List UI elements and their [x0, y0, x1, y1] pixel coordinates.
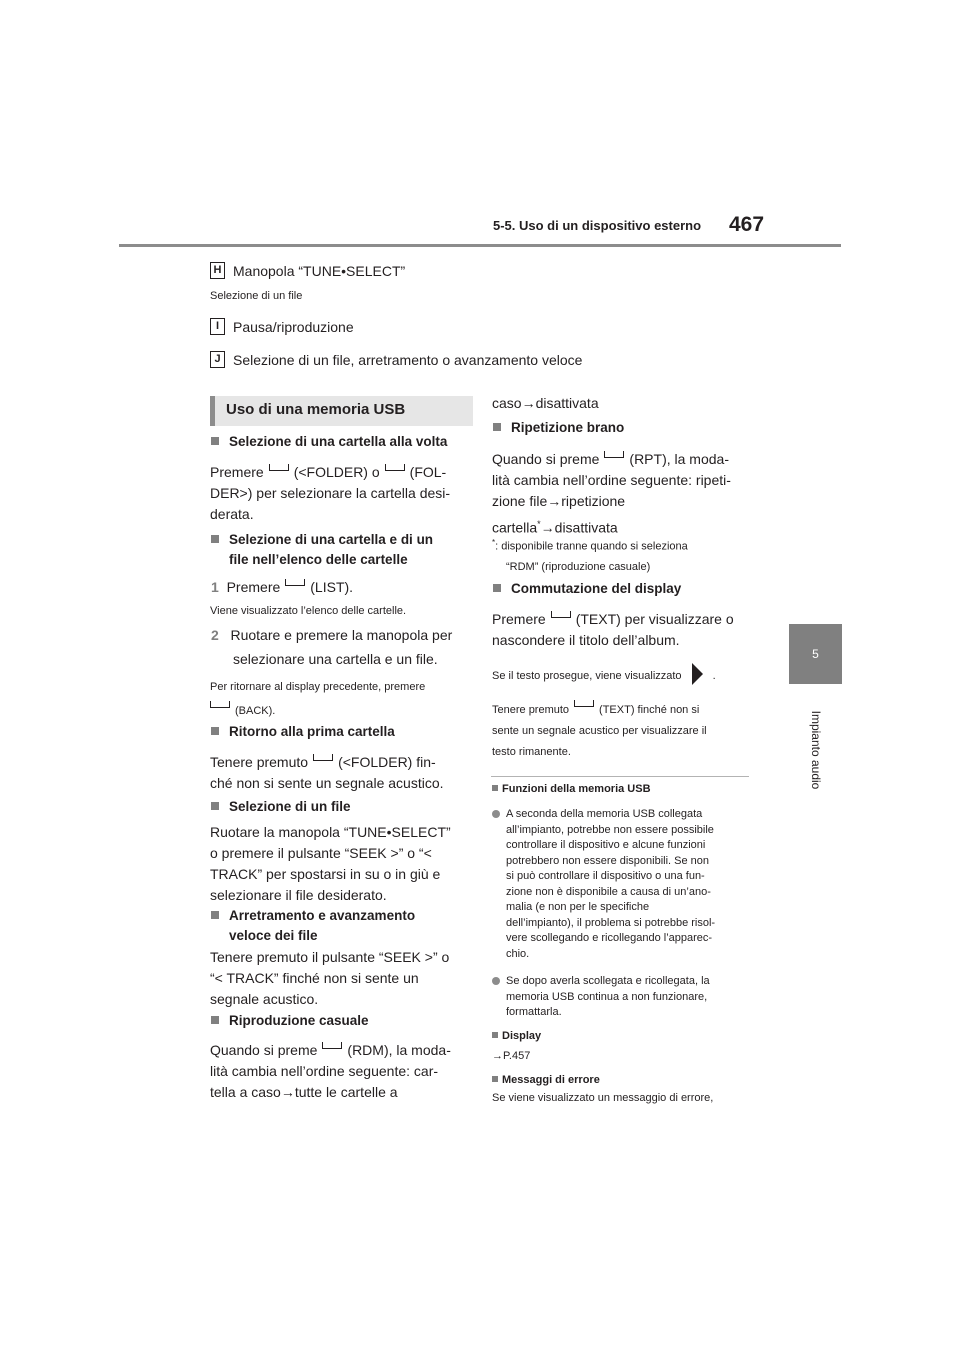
- button-icon: [210, 701, 230, 708]
- line: potrebbero non essere disponibili. Se non: [506, 854, 710, 867]
- heading-usb-functions: [492, 783, 651, 795]
- line: derata.: [210, 506, 254, 522]
- text: Quando si preme: [210, 1042, 318, 1058]
- step-2: [211, 625, 452, 670]
- text: (<FOLDER) fin-: [338, 754, 436, 770]
- line: [211, 625, 452, 646]
- note-back: [210, 675, 425, 723]
- step-number: 2: [211, 627, 219, 643]
- page-reference[interactable]: →P.457: [492, 1050, 531, 1062]
- line: [211, 906, 415, 926]
- line: dell’impianto), il problema si potrebbe risol-: [506, 916, 716, 929]
- heading-text: Ritorno alla prima cartella: [229, 724, 395, 739]
- line: segnale acustico.: [210, 991, 319, 1007]
- line: DER>) per selezionare la cartella desi-: [210, 485, 451, 501]
- text: Ruotare e premere la manopola per: [230, 627, 453, 643]
- round-bullet-icon: [492, 810, 500, 818]
- text: (TEXT) per visualizzare o: [575, 611, 734, 627]
- note-list: Viene visualizzato l’elenco delle cartelle.: [210, 605, 407, 617]
- line: zione non è disponibile a causa di un’ano-: [506, 885, 711, 898]
- line: si può controllare il dispositivo o una fun-: [506, 870, 705, 882]
- footnote-mark: *: [537, 519, 541, 529]
- line: Tenere premuto il pulsante “SEEK >” o: [210, 949, 450, 965]
- square-bullet-icon: [493, 584, 501, 592]
- line: controllare il dispositivo e alcune funzioni: [506, 839, 706, 851]
- page-number: 467: [729, 213, 765, 236]
- notes-divider: [491, 776, 749, 777]
- heading-random: [211, 1013, 369, 1028]
- note-text-hold: [492, 700, 707, 763]
- bullet-text: [506, 807, 756, 962]
- step-1: [211, 577, 353, 598]
- square-bullet-icon: [493, 423, 501, 431]
- text: (LIST).: [310, 579, 354, 595]
- heading-errors: [492, 1074, 600, 1086]
- line: “< TRACK” finché non si sente un: [210, 970, 419, 986]
- para-folder-step: [210, 462, 472, 525]
- line: vere scollegando e ricollegando l’apparec-: [506, 932, 713, 944]
- heading-display: [493, 581, 681, 596]
- note-continue: [492, 663, 716, 685]
- line: TRACK” per spostarsi in su o in giù e: [210, 866, 441, 882]
- heading-repeat: [493, 420, 624, 435]
- square-bullet-icon: [492, 1076, 498, 1082]
- line: [492, 533, 688, 557]
- heading-text: Funzioni della memoria USB: [502, 783, 651, 795]
- square-bullet-icon: [211, 727, 219, 735]
- text: Premere: [210, 464, 264, 480]
- para-random-cont: caso→disattivata: [492, 395, 599, 411]
- line: [210, 752, 444, 773]
- heading-file-select: [211, 799, 351, 814]
- text: (TEXT) finché non si: [599, 704, 700, 716]
- line: selezionare il file desiderato.: [210, 887, 387, 903]
- line: selezionare una cartella e un file.: [233, 651, 438, 667]
- button-icon: [574, 700, 594, 707]
- text: Premere: [226, 579, 281, 595]
- section-header: 5-5. Uso di un dispositivo esterno: [493, 218, 702, 233]
- line: [210, 1040, 451, 1061]
- chapter-tab: 5: [789, 624, 842, 684]
- line: [211, 530, 433, 550]
- heading-fast-forward: [211, 906, 415, 946]
- text: Quando si preme: [492, 451, 600, 467]
- square-bullet-icon: [211, 802, 219, 810]
- heading-text: Commutazione del display: [511, 581, 682, 596]
- step-number: 1: [211, 579, 219, 595]
- line: formattarla.: [506, 1006, 562, 1018]
- button-icon: [604, 451, 624, 458]
- section-title: Uso di una memoria USB: [226, 401, 406, 418]
- footnote-repeat: [492, 533, 688, 577]
- section-title-box: [210, 396, 473, 426]
- header-divider: [119, 244, 841, 247]
- heading-text: Selezione di una cartella alla volta: [229, 434, 448, 449]
- item-i-label: Pausa/riproduzione: [233, 319, 354, 335]
- footnote-mark: *: [492, 538, 496, 547]
- button-icon: [385, 464, 405, 471]
- line: Ruotare la manopola “TUNE•SELECT”: [210, 824, 451, 840]
- para-fast-forward: [210, 947, 449, 1010]
- text: (RDM), la moda-: [347, 1042, 451, 1058]
- text: (BACK).: [235, 705, 276, 717]
- heading-folder-list: [211, 530, 433, 570]
- heading-text: Selezione di una cartella e di un: [229, 532, 434, 547]
- line: [492, 700, 707, 721]
- square-bullet-icon: [492, 1032, 498, 1038]
- text: .: [712, 670, 716, 682]
- bullet-text: [506, 974, 756, 1021]
- heading-first-folder: [211, 724, 395, 739]
- item-j-label: Selezione di un file, arretramento o avanzamento veloce: [233, 352, 583, 368]
- text: Premere: [492, 611, 546, 627]
- line: [210, 699, 425, 723]
- badge-j: J: [210, 351, 225, 368]
- line: [492, 609, 734, 630]
- button-icon: [322, 1042, 342, 1049]
- line: zione file→ripetizione: [492, 493, 626, 509]
- line: chio.: [506, 947, 530, 960]
- chapter-label-text: Impianto audio: [809, 710, 823, 790]
- heading-display-note: [492, 1030, 541, 1042]
- para-file-select: [210, 822, 451, 906]
- play-arrow-icon: [692, 663, 703, 685]
- line: [492, 449, 731, 470]
- line: all’impianto, potrebbe non essere possibile: [506, 823, 714, 836]
- para-random: [210, 1040, 451, 1103]
- item-h-label: Manopola “TUNE•SELECT”: [233, 263, 406, 279]
- line: lità cambia nell’ordine seguente: car-: [210, 1063, 439, 1079]
- button-icon: [285, 579, 305, 586]
- button-icon: [313, 754, 333, 761]
- heading-text: veloce dei file: [229, 928, 318, 943]
- line: “RDM” (riproduzione casuale): [506, 560, 651, 573]
- text: cartella: [492, 519, 538, 536]
- square-bullet-icon: [211, 1016, 219, 1024]
- line: Se dopo averla scollegata e ricollegata, la: [506, 975, 710, 987]
- line: tella a caso→tutte le cartelle a: [210, 1084, 398, 1100]
- text: (RPT), la moda-: [629, 451, 729, 467]
- chapter-label: [806, 664, 826, 814]
- square-bullet-icon: [211, 911, 219, 919]
- para-errors: Se viene visualizzato un messaggio di errore,: [492, 1092, 714, 1104]
- heading-text: Ripetizione brano: [511, 420, 625, 435]
- heading-text: Selezione di un file: [229, 799, 351, 814]
- button-icon: [551, 611, 571, 618]
- heading-text: Display: [502, 1030, 542, 1042]
- text: Tenere premuto: [210, 754, 309, 770]
- item-h-sub: Selezione di un file: [210, 290, 303, 302]
- line: A seconda della memoria USB collegata: [506, 808, 703, 820]
- text: →disattivata: [540, 519, 618, 536]
- text: Tenere premuto: [492, 704, 570, 716]
- line: [210, 462, 472, 483]
- heading-text: file nell’elenco delle cartelle: [229, 552, 408, 567]
- text: (<FOLDER) o: [293, 464, 380, 480]
- line: o premere il pulsante “SEEK >” o “<: [210, 845, 432, 861]
- text: : disponibile tranne quando si seleziona: [495, 540, 688, 553]
- heading-text: Messaggi di errore: [502, 1074, 600, 1086]
- line: testo rimanente.: [492, 746, 571, 758]
- line: nascondere il titolo dell’album.: [492, 632, 680, 648]
- text: Se il testo prosegue, viene visualizzato: [492, 670, 682, 682]
- line: sente un segnale acustico per visualizzare il: [492, 725, 707, 737]
- line: lità cambia nell’ordine seguente: ripeti-: [492, 472, 731, 488]
- round-bullet-icon: [492, 977, 500, 985]
- square-bullet-icon: [492, 785, 498, 791]
- heading-folder-step: [211, 434, 447, 449]
- badge-h: H: [210, 262, 225, 279]
- line: malia (e non per le specifiche: [506, 901, 650, 913]
- line: ché non si sente un segnale acustico.: [210, 775, 444, 791]
- heading-text: Arretramento e avanzamento: [229, 908, 416, 923]
- line: memoria USB continua a non funzionare,: [506, 990, 708, 1003]
- button-icon: [269, 464, 289, 471]
- para-display: [492, 609, 734, 651]
- badge-i: I: [210, 318, 225, 335]
- para-first-folder: [210, 752, 444, 794]
- text: (FOL-: [409, 464, 447, 480]
- square-bullet-icon: [211, 535, 219, 543]
- line: Per ritornare al display precedente, premere: [210, 681, 426, 693]
- square-bullet-icon: [211, 437, 219, 445]
- para-repeat: [492, 449, 731, 539]
- heading-text: Riproduzione casuale: [229, 1013, 369, 1028]
